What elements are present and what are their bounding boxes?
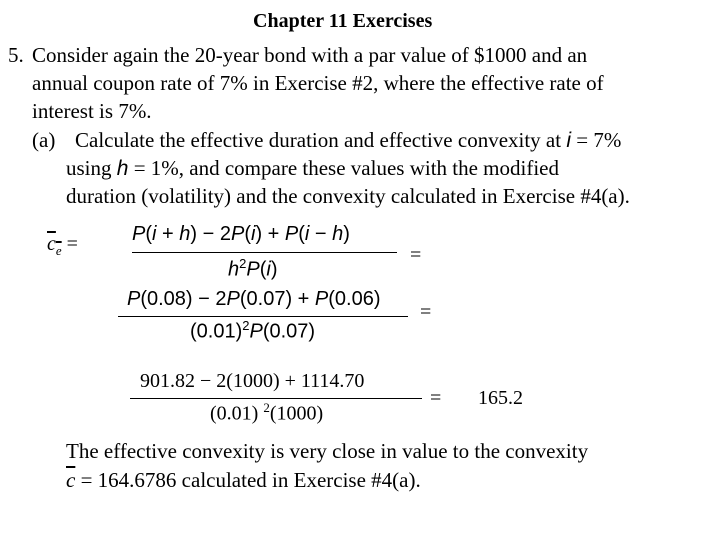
conclusion-line: $\overline{c} = 164.6786$ calculated in Exercise #4(a). — [66, 468, 421, 492]
page-title: Chapter 11 Exercises — [253, 10, 433, 32]
problem-line: annual coupon rate of 7% in Exercise #2, where the effective rate of — [32, 71, 604, 95]
problem-line: Consider again the 20-year bond with a par value of $1000 and an — [32, 43, 588, 67]
part-a-line: duration (volatility) and the convexity calculated in Exercise #4(a). — [66, 184, 630, 208]
formula-lhs: $c_e$ = — [47, 233, 78, 258]
formula-numerator: 901.82 − 2(1000) + 1114.70 — [140, 370, 365, 392]
part-a-label: (a) — [32, 128, 56, 152]
equals-sign: = — [410, 244, 422, 266]
fraction-bar — [118, 316, 408, 317]
conclusion-line: The effective convexity is very close in value to the convexity — [66, 439, 589, 463]
fraction-bar — [132, 252, 397, 253]
fraction-bar — [130, 398, 422, 399]
part-a-line: using h = 1%, and compare these values with the modified — [66, 156, 560, 180]
equals-sign: = — [420, 301, 432, 323]
problem-number: 5. — [8, 43, 24, 67]
part-a-line: Calculate the effective duration and effective convexity at i = 7% — [75, 128, 622, 152]
formula-denominator: $h^2P(i)$ — [228, 256, 278, 281]
problem-line: interest is 7%. — [32, 99, 152, 123]
equals-sign: = — [430, 387, 442, 409]
formula-result: 165.2 — [478, 387, 523, 409]
formula-denominator: $(0.01)^2P(0.07)$ — [190, 318, 316, 343]
formula-denominator: (0.01) $^2$(1000) — [210, 400, 324, 425]
formula-numerator: P(0.08) − 2P(0.07) + P(0.06) — [127, 288, 381, 310]
formula-numerator: P(i + h) − 2P(i) + P(i − h) — [132, 223, 350, 245]
